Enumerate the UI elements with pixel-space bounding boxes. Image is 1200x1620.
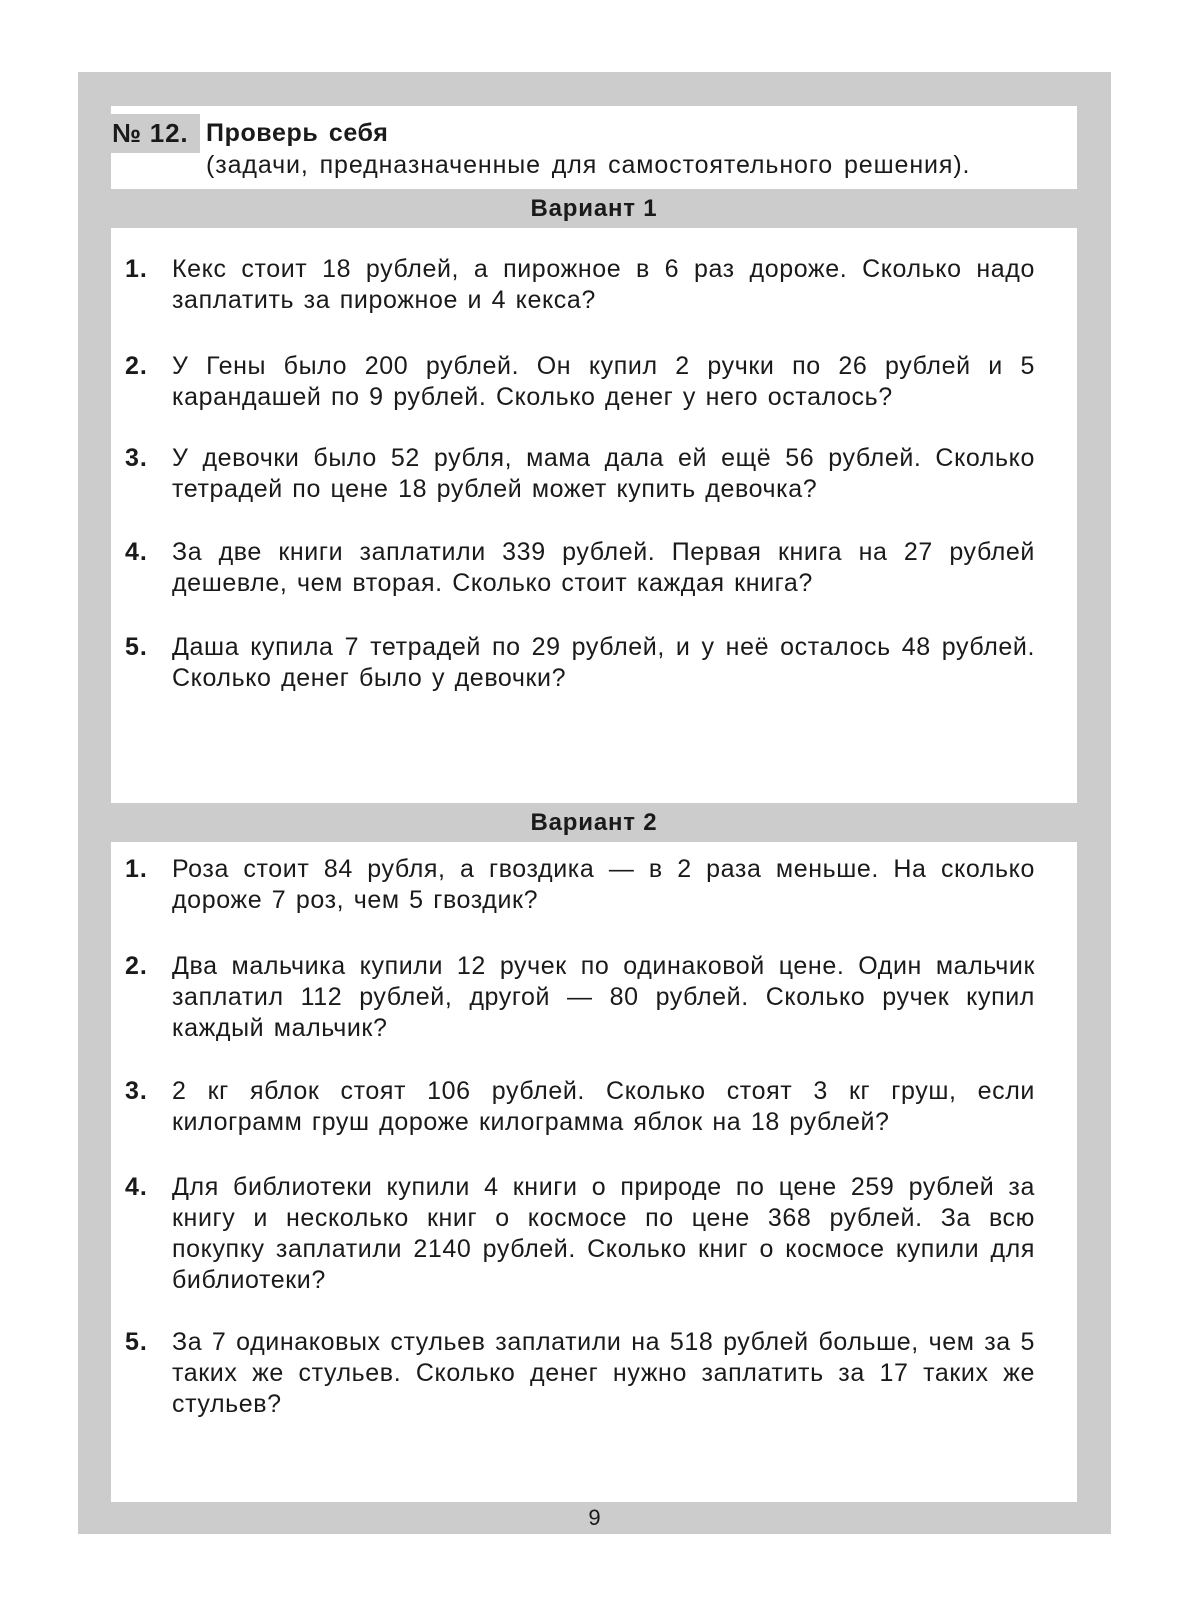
exercise-subtitle: (задачи, предназначенные для самостоятельного решения). — [206, 151, 971, 179]
problem-number: 4. — [125, 1173, 148, 1201]
problem-text: Кекс стоит 18 рублей, а пирожное в 6 раз дороже. Сколько надо заплатить за пирожное и 4 кекса? — [172, 255, 1035, 314]
problem-item — [125, 351, 1035, 413]
problem-item — [125, 1327, 1035, 1420]
problem-item — [125, 254, 1035, 316]
variant-1-problems — [111, 228, 1077, 803]
exercise-title: Проверь себя — [206, 119, 389, 147]
variant-2-heading: Вариант 2 — [530, 809, 658, 836]
problem-text: Роза стоит 84 рубля, а гвоздика — в 2 раза меньше. На сколько дороже 7 роз, чем 5 гвоздик? — [172, 855, 1035, 914]
problem-text: За 7 одинаковых стульев заплатили на 518 рублей больше, чем за 5 таких же стульев. Сколько денег нужно заплатить за 17 таких же стульев? — [172, 1328, 1035, 1418]
variant-2-problems — [111, 842, 1077, 1502]
problem-text: За две книги заплатили 339 рублей. Первая книга на 27 рублей дешевле, чем вторая. Сколько стоит каждая книга? — [172, 538, 1035, 597]
page-frame — [78, 72, 1111, 1534]
problem-item — [125, 1172, 1035, 1296]
problem-item — [125, 854, 1035, 916]
problem-number: 1. — [125, 255, 148, 283]
problem-item — [125, 1076, 1035, 1138]
problem-number: 1. — [125, 855, 148, 883]
problem-text: У девочки было 52 рубля, мама дала ей ещё 56 рублей. Сколько тетрадей по цене 18 рублей может купить девочка? — [172, 444, 1035, 503]
exercise-number: № 12. — [111, 114, 200, 153]
problem-number: 2. — [125, 952, 148, 980]
problem-text: Два мальчика купили 12 ручек по одинаковой цене. Один мальчик заплатил 112 рублей, другой — 80 рублей. Сколько ручек купил каждый мальчик? — [172, 952, 1035, 1042]
problem-number: 3. — [125, 444, 148, 472]
problem-number: 3. — [125, 1077, 148, 1105]
problem-number: 5. — [125, 1328, 148, 1356]
problem-text: Даша купила 7 тетрадей по 29 рублей, и у неё осталось 48 рублей. Сколько денег было у девочки? — [172, 633, 1035, 692]
problem-item — [125, 443, 1035, 505]
problem-number: 4. — [125, 538, 148, 566]
problem-item — [125, 537, 1035, 599]
problem-number: 5. — [125, 633, 148, 661]
problem-text: 2 кг яблок стоят 106 рублей. Сколько стоят 3 кг груш, если килограмм груш дороже килограмма яблок на 18 рублей? — [172, 1077, 1035, 1136]
problem-text: Для библиотеки купили 4 книги о природе по цене 259 рублей за книгу и несколько книг о космосе по цене 368 рублей. За всю покупку заплатили 2140 рублей. Сколько книг о космосе купили для библиотеки? — [172, 1173, 1035, 1294]
exercise-header — [111, 106, 1077, 189]
problem-item — [125, 951, 1035, 1044]
problem-text: У Гены было 200 рублей. Он купил 2 ручки по 26 рублей и 5 карандашей по 9 рублей. Сколько денег у него осталось? — [172, 352, 1035, 411]
page-number: 9 — [588, 1505, 601, 1530]
problem-number: 2. — [125, 352, 148, 380]
variant-1-heading: Вариант 1 — [530, 195, 658, 222]
problem-item — [125, 632, 1035, 694]
